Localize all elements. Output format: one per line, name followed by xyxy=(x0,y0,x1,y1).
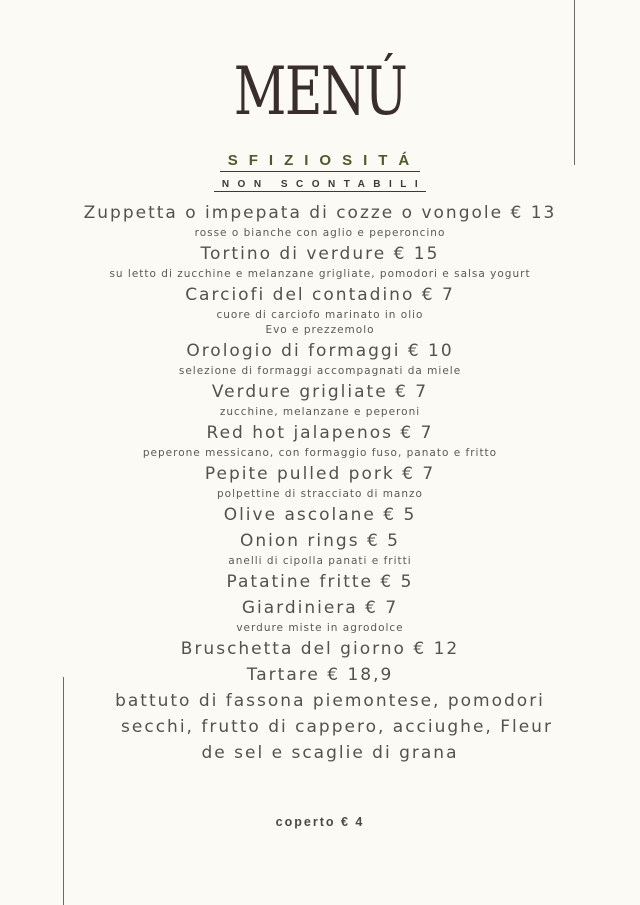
menu-item-name: Carciofi del contadino € 7 xyxy=(185,285,455,305)
menu-item xyxy=(0,379,640,420)
menu-item xyxy=(0,338,640,379)
menu-title: MENÚ xyxy=(233,53,407,130)
menu-list xyxy=(0,200,640,688)
menu-item-description: rosse o bianche con aglio e peperoncino xyxy=(194,227,446,239)
menu-item xyxy=(0,662,640,688)
section-subtitle: NON SCONTABILI xyxy=(214,179,426,192)
menu-item-name: Onion rings € 5 xyxy=(239,531,401,551)
menu-item-name: Patatine fritte € 5 xyxy=(226,572,414,592)
menu-item-name: Red hot jalapenos € 7 xyxy=(206,423,434,443)
menu-item-description: anelli di cipolla panati e fritti xyxy=(228,555,412,567)
menu-item-name: Tartare € 18,9 xyxy=(246,665,394,685)
menu-item-name: Orologio di formaggi € 10 xyxy=(186,341,454,361)
menu-item xyxy=(0,595,640,636)
cover-charge: coperto € 4 xyxy=(275,815,365,829)
menu-item-name: Tortino di verdure € 15 xyxy=(200,244,440,264)
menu-item xyxy=(0,461,640,502)
menu-item-name: Bruschetta del giorno € 12 xyxy=(180,639,460,659)
menu-item xyxy=(0,636,640,662)
menu-item xyxy=(0,502,640,528)
section-title: SFIZIOSITÁ xyxy=(220,152,421,172)
menu-item-description: peperone messicano, con formaggio fuso, panato e fritto xyxy=(142,447,498,459)
menu-item-name: Zuppetta o impepata di cozze o vongole € 13 xyxy=(83,203,557,223)
menu-item-description: zucchine, melanzane e peperoni xyxy=(219,406,421,418)
menu-item-description: cuore di carciofo marinato in olio xyxy=(216,309,424,321)
menu-item-name: Olive ascolane € 5 xyxy=(223,505,417,525)
menu-item-name: Pepite pulled pork € 7 xyxy=(204,464,436,484)
menu-item xyxy=(0,241,640,282)
menu-item xyxy=(0,569,640,595)
menu-item-name: Verdure grigliate € 7 xyxy=(211,382,429,402)
tartare-description xyxy=(0,688,640,766)
menu-item-description: verdure miste in agrodolce xyxy=(236,622,404,634)
menu-item-description: su letto di zucchine e melanzane grigliate, pomodori e salsa yogurt xyxy=(109,268,531,280)
tartare-desc-line: battuto di fassona piemontese, pomodori xyxy=(115,691,545,711)
menu-item-name: Giardiniera € 7 xyxy=(241,598,399,618)
menu-item-description: polpettine di stracciato di manzo xyxy=(217,488,423,500)
tartare-desc-line: secchi, frutto di cappero, acciughe, Fleur xyxy=(121,717,553,737)
decorative-line-top-right xyxy=(574,0,575,165)
menu-item xyxy=(0,528,640,569)
section-header xyxy=(0,150,640,192)
menu-item xyxy=(0,282,640,338)
menu-item xyxy=(0,200,640,241)
tartare-desc-line: de sel e scaglie di grana xyxy=(201,743,459,763)
menu-item-description: selezione di formaggi accompagnati da miele xyxy=(178,365,462,377)
menu-item-description: Evo e prezzemolo xyxy=(265,324,375,336)
menu-item xyxy=(0,420,640,461)
